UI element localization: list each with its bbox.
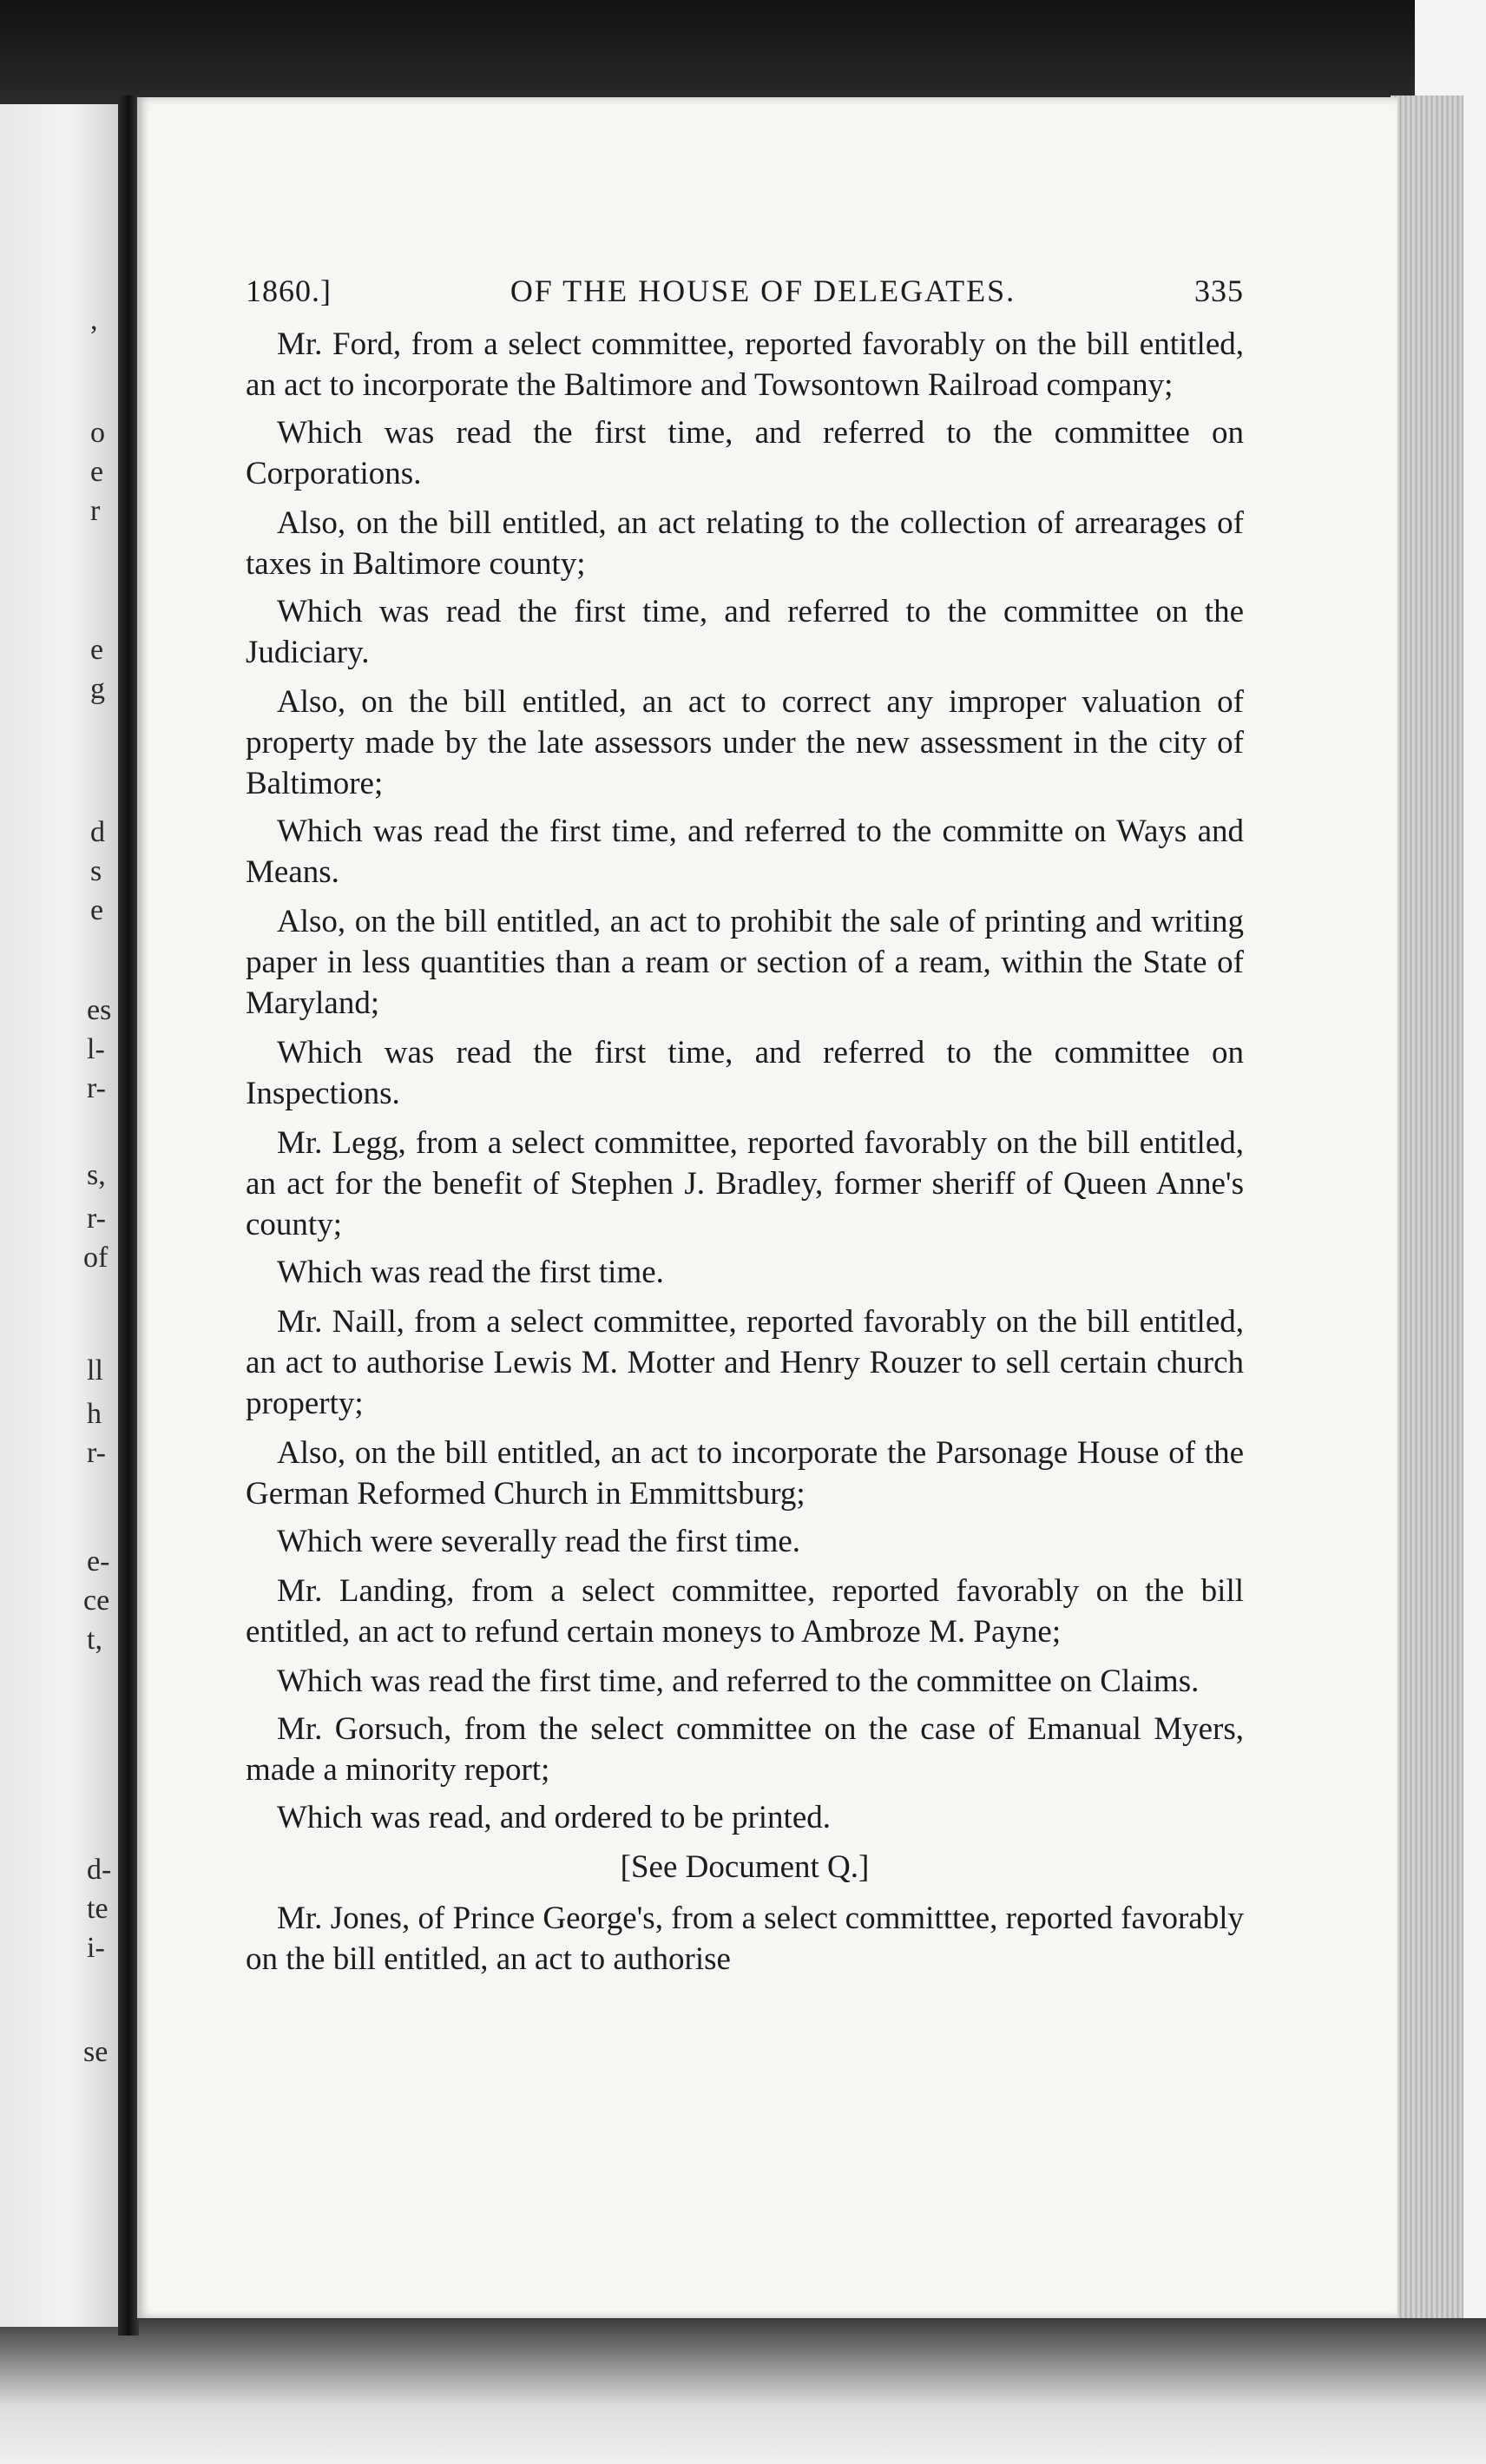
left-page-fragment: e	[90, 894, 104, 926]
page-content	[246, 271, 1244, 1986]
left-page-fragment: i-	[87, 1932, 105, 1964]
left-page-fragment: e	[90, 456, 104, 488]
scan-background-top	[0, 0, 1486, 104]
left-page-fragment: s	[90, 855, 102, 887]
left-page-fragment: of	[83, 1242, 108, 1274]
left-page-fragment: ll	[87, 1354, 103, 1387]
header-title: OF THE HOUSE OF DELEGATES.	[510, 273, 1016, 308]
paragraph: Mr. Landing, from a select committee, reported favorably on the bill entitled, an act to refund certain moneys to Ambroze M. Payne;	[246, 1573, 1244, 1650]
left-page-fragment: te	[87, 1893, 108, 1925]
paragraph: Also, on the bill entitled, an act to incorporate the Parsonage House of the German Reformed Church in Emmittsburg;	[246, 1435, 1244, 1512]
left-page-fragment: r	[90, 495, 101, 527]
left-page-fragment: e-	[87, 1545, 110, 1578]
left-page-fragment: h	[87, 1398, 102, 1430]
paragraph: Which was read the first time.	[277, 1255, 664, 1290]
document-reference: [See Document Q.]	[620, 1849, 870, 1885]
paragraph: Also, on the bill entitled, an act to correct any improper valuation of property made by the late assessors under the new assessment in the city of Baltimore;	[246, 684, 1244, 801]
book-page	[137, 97, 1397, 2318]
left-page-fragment: s,	[87, 1159, 106, 1191]
left-page-fragment: d-	[87, 1854, 112, 1886]
paragraph: Mr. Ford, from a select committee, reported favorably on the bill entitled, an act to incorporate the Baltimore and Towsontown Railroad company;	[246, 326, 1244, 403]
paragraph: Which was read the first time, and referred to the committee on the Judiciary.	[246, 594, 1244, 670]
paragraph: Which was read, and ordered to be printed.	[277, 1800, 831, 1835]
left-page-fragment: g	[90, 673, 105, 705]
page-edges	[1391, 96, 1463, 2318]
paragraph: Also, on the bill entitled, an act relating to the collection of arrearages of taxes in Baltimore county;	[246, 505, 1244, 582]
previous-page-strip	[0, 104, 122, 2327]
left-page-fragment: r-	[87, 1437, 106, 1469]
paragraph: Which was read the first time, and referred to the committee on Claims.	[277, 1664, 1200, 1699]
running-header	[246, 271, 1244, 312]
left-page-fragment: es	[87, 994, 112, 1026]
left-page-fragment: l-	[87, 1033, 105, 1065]
left-page-fragment: e	[90, 634, 104, 666]
paragraph: Which was read the first time, and referred to the committee on Inspections.	[246, 1035, 1244, 1111]
left-page-fragment: o	[90, 417, 105, 449]
paragraph: Mr. Legg, from a select committee, reported favorably on the bill entitled, an act for the benefit of Stephen J. Bradley, former sheriff of Queen Anne's county;	[246, 1125, 1244, 1242]
paragraph: Mr. Gorsuch, from the select committee on the case of Emanual Myers, made a minority report;	[246, 1711, 1244, 1788]
left-page-fragment: se	[83, 2036, 108, 2068]
paragraph: Which was read the first time, and referred to the committe on Ways and Means.	[246, 814, 1244, 890]
paragraph: Which was read the first time, and referred to the committee on Corporations.	[246, 415, 1244, 491]
paragraph: Which were severally read the first time.	[277, 1524, 801, 1559]
paragraph: Also, on the bill entitled, an act to prohibit the sale of printing and writing paper in less quantities than a ream or section of a ream, within the State of Maryland;	[246, 904, 1244, 1021]
header-year: 1860.]	[246, 273, 332, 308]
book-gutter	[118, 96, 139, 2336]
paragraph: Mr. Jones, of Prince George's, from a select committtee, reported favorably on the bill entitled, an act to authorise	[246, 1901, 1244, 1977]
scan-background-bottom	[0, 2318, 1486, 2464]
paragraph: Mr. Naill, from a select committee, reported favorably on the bill entitled, an act to authorise Lewis M. Motter and Henry Rouzer to sell certain church property;	[246, 1304, 1244, 1421]
left-page-fragment: ce	[83, 1584, 110, 1617]
page-number: 335	[1193, 273, 1244, 308]
left-page-fragment: t,	[87, 1624, 102, 1656]
left-page-fragment: ,	[90, 304, 98, 336]
left-page-fragment: d	[90, 816, 105, 848]
left-page-fragment: r-	[87, 1072, 106, 1104]
left-page-fragment: r-	[87, 1202, 106, 1235]
